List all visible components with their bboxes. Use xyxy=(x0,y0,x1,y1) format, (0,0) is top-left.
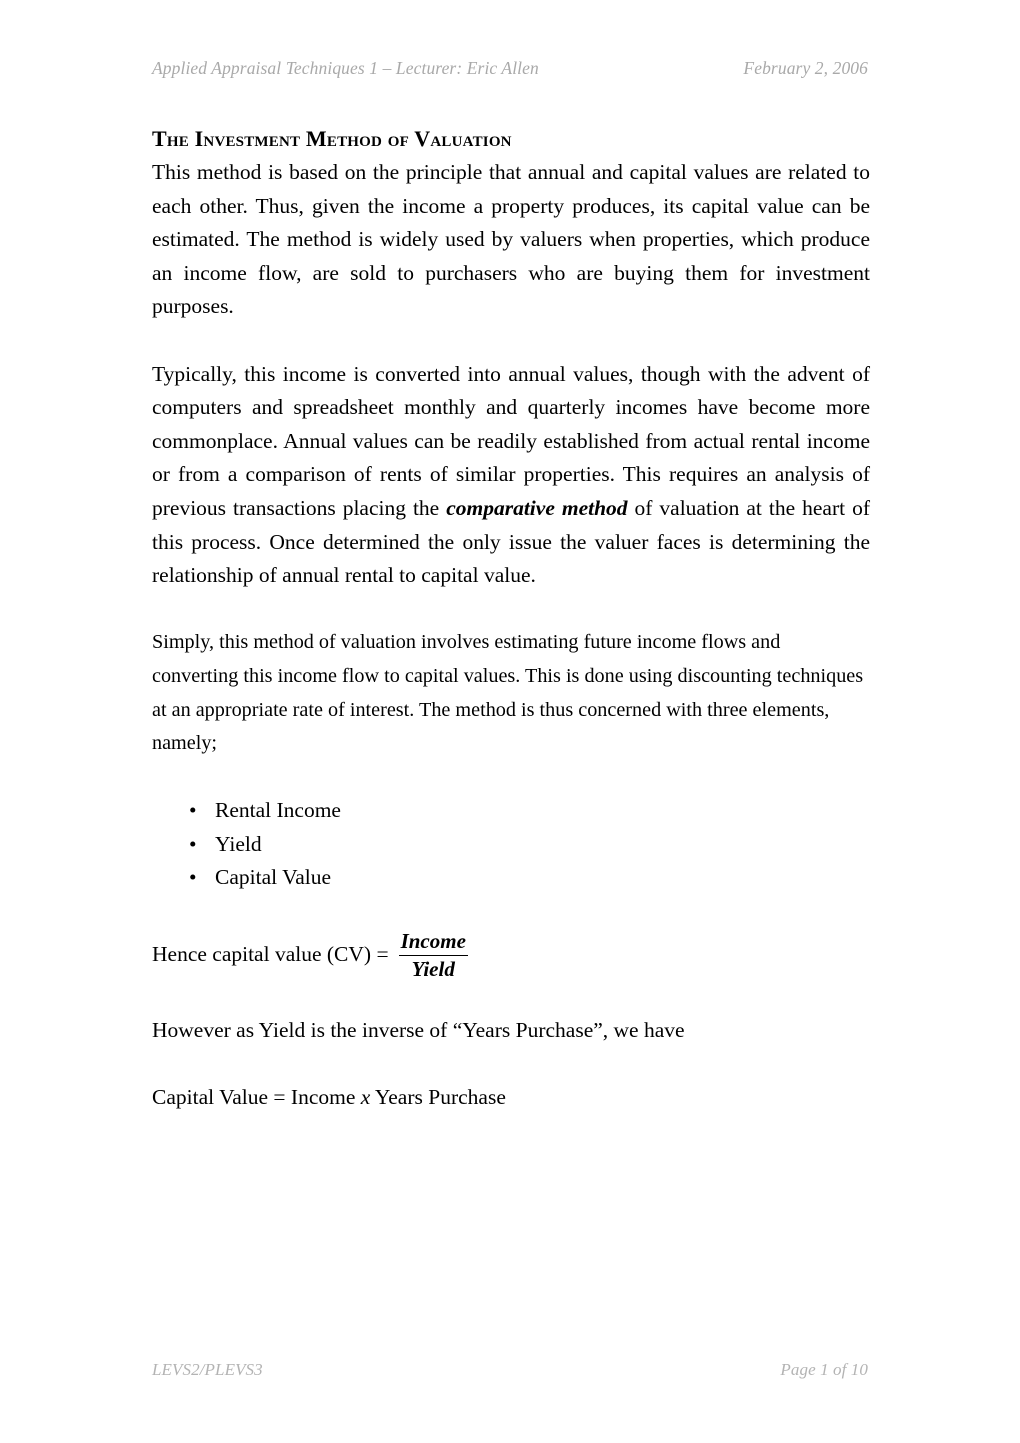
paragraph-spacer xyxy=(152,895,870,929)
formula-text-before: Capital Value = Income xyxy=(152,1085,361,1110)
equation-capital-value xyxy=(152,928,870,981)
fraction-income-over-yield xyxy=(399,929,468,982)
elements-bullet-list xyxy=(152,794,870,894)
line-yield-inverse: However as Yield is the inverse of “Years Purchase”, we have xyxy=(152,1018,685,1043)
header-date: February 2, 2006 xyxy=(743,58,868,78)
line-capital-value-formula xyxy=(152,1081,870,1115)
paragraph-three-elements: Simply, this method of valuation involves estimating future income flows and converting this income flow to capital values. This is done using discounting techniques at an appropriate rate of interest. The method is thus concerned with three elements, namely; xyxy=(152,631,864,755)
equation-lead-text: Hence capital value (CV) = xyxy=(152,941,389,966)
bullet-icon: • xyxy=(189,865,197,890)
footer-page-number: Page 1 of 10 xyxy=(780,1360,868,1379)
document-body xyxy=(152,122,870,1115)
paragraph-spacer xyxy=(152,981,870,1015)
list-item-label: Yield xyxy=(215,831,262,856)
fraction-denominator: Yield xyxy=(411,956,455,981)
paragraph-spacer xyxy=(152,593,870,627)
list-item xyxy=(152,828,870,861)
emphasis-comparative-method: comparative method xyxy=(446,495,628,520)
footer-document-code: LEVS2/PLEVS3 xyxy=(152,1360,263,1379)
paragraph-2-text-after: of valuation at the heart of this process. Once determined the only issue the valuer faces is determining the relationship of annual rental to capital value. xyxy=(152,495,870,588)
formula-multiplication-operator: x xyxy=(360,1085,371,1110)
paragraph-spacer xyxy=(152,1048,870,1082)
header-course-info: Applied Appraisal Techniques 1 – Lecturer: Eric Allen xyxy=(152,58,539,78)
formula-text-after: Years Purchase xyxy=(370,1085,506,1110)
paragraph-annual-values xyxy=(152,358,870,593)
bullet-icon: • xyxy=(189,798,197,823)
paragraph-spacer xyxy=(152,324,870,358)
paragraph-2-text-before: Typically, this income is converted into annual values, though with the advent of computers and spreadsheet monthly and quarterly incomes have become more commonplace. Annual values can be readily established from actual rental income or from a comparison of rents of similar properties. This requires an analysis of previous transactions placing the xyxy=(152,361,870,520)
running-header xyxy=(152,58,868,79)
list-item xyxy=(152,861,870,894)
bullet-icon: • xyxy=(189,831,197,856)
fraction-numerator: Income xyxy=(399,929,468,956)
list-item-label: Rental Income xyxy=(215,798,341,823)
paragraph-intro: This method is based on the principle that annual and capital values are related to each other. Thus, given the income a property produces, its capital value can be estimated. The method is widely used by valuers when properties, which produce an income flow, are sold to purchasers who are buying them for investment purposes. xyxy=(152,160,870,319)
list-item xyxy=(152,794,870,827)
paragraph-spacer xyxy=(152,761,870,795)
page-title: The Investment Method of Valuation xyxy=(152,126,512,151)
running-footer xyxy=(152,1360,868,1380)
list-item-label: Capital Value xyxy=(215,865,332,890)
